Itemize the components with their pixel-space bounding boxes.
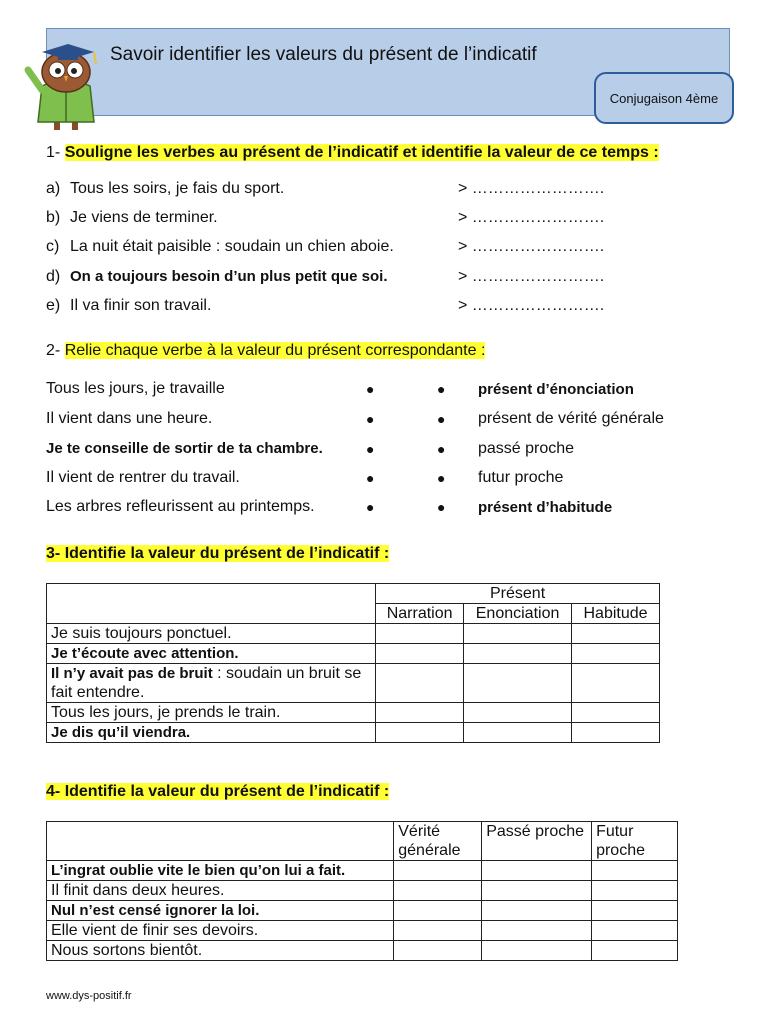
ex1-answer-a: > ……………………. — [458, 180, 605, 197]
row-label: L’ingrat oublie vite le bien qu’on lui a fait. — [47, 861, 394, 881]
column-header: Narration — [376, 604, 464, 624]
exercise-4-heading: 4- Identifie la valeur du présent de l’indicatif : — [46, 783, 390, 800]
answer-cell[interactable] — [482, 881, 592, 901]
page-title: Savoir identifier les valeurs du présent de l’indicatif — [110, 44, 537, 65]
ex2-left-item: Tous les jours, je travaille — [46, 380, 225, 397]
answer-cell[interactable] — [592, 901, 678, 921]
column-header: Habitude — [572, 604, 660, 624]
row-label: Nul n’est censé ignorer la loi. — [47, 901, 394, 921]
row-label: Je t’écoute avec attention. — [47, 644, 376, 664]
subject-tag: Conjugaison 4ème — [594, 72, 734, 124]
right-bullet[interactable]: ● — [437, 381, 446, 397]
table-row — [47, 723, 660, 743]
answer-cell[interactable] — [464, 644, 572, 664]
ex4-table — [46, 821, 678, 961]
answer-cell[interactable] — [376, 624, 464, 644]
ex2-right-item: futur proche — [478, 469, 564, 486]
table-row — [47, 941, 678, 961]
answer-cell[interactable] — [572, 624, 660, 644]
answer-cell[interactable] — [394, 901, 482, 921]
ex1-item-a: a) Tous les soirs, je fais du sport. — [46, 180, 285, 197]
answer-cell[interactable] — [482, 901, 592, 921]
answer-cell[interactable] — [464, 703, 572, 723]
ex1-answer-b: > ……………………. — [458, 209, 605, 226]
answer-cell[interactable] — [464, 664, 572, 703]
table-row — [47, 624, 660, 644]
ex2-right-item: présent d’énonciation — [478, 381, 634, 398]
ex2-right-item: présent d’habitude — [478, 499, 613, 516]
answer-cell[interactable] — [482, 941, 592, 961]
table-corner — [47, 584, 376, 624]
answer-cell[interactable] — [572, 723, 660, 743]
column-header: Passé proche — [482, 822, 592, 861]
column-header: Enonciation — [464, 604, 572, 624]
answer-cell[interactable] — [482, 921, 592, 941]
ex1-item-e: e) Il va finir son travail. — [46, 297, 212, 314]
row-label: Tous les jours, je prends le train. — [47, 703, 376, 723]
table-row — [47, 861, 678, 881]
column-header: Vérité générale — [394, 822, 482, 861]
group-header: Présent — [376, 584, 660, 604]
row-label: Il finit dans deux heures. — [47, 881, 394, 901]
right-bullet[interactable]: ● — [437, 470, 446, 486]
ex1-answer-e: > ……………………. — [458, 297, 605, 314]
table-row — [47, 921, 678, 941]
exercise-3-heading: 3- Identifie la valeur du présent de l’indicatif : — [46, 545, 390, 562]
column-header: Futur proche — [592, 822, 678, 861]
table-row — [47, 644, 660, 664]
ex2-left-item: Il vient de rentrer du travail. — [46, 469, 240, 486]
table-row — [47, 703, 660, 723]
ex1-item-c: c) La nuit était paisible : soudain un chien aboie. — [46, 238, 394, 255]
table-row — [47, 664, 660, 703]
answer-cell[interactable] — [592, 921, 678, 941]
left-bullet[interactable]: ● — [366, 441, 375, 457]
answer-cell[interactable] — [464, 723, 572, 743]
right-bullet[interactable]: ● — [437, 441, 446, 457]
answer-cell[interactable] — [592, 861, 678, 881]
ex1-item-b: b) Je viens de terminer. — [46, 209, 218, 226]
answer-cell[interactable] — [394, 921, 482, 941]
table-row — [47, 901, 678, 921]
row-label: Je suis toujours ponctuel. — [47, 624, 376, 644]
left-bullet[interactable]: ● — [366, 499, 375, 515]
answer-cell[interactable] — [394, 881, 482, 901]
exercise-1-heading: 1- Souligne les verbes au présent de l’indicatif et identifie la valeur de ce temps : — [46, 144, 659, 161]
ex1-answer-c: > ……………………. — [458, 238, 605, 255]
answer-cell[interactable] — [592, 941, 678, 961]
row-label: Elle vient de finir ses devoirs. — [47, 921, 394, 941]
left-bullet[interactable]: ● — [366, 411, 375, 427]
answer-cell[interactable] — [464, 624, 572, 644]
answer-cell[interactable] — [572, 664, 660, 703]
right-bullet[interactable]: ● — [437, 411, 446, 427]
answer-cell[interactable] — [376, 664, 464, 703]
table-corner — [47, 822, 394, 861]
row-label: Il n’y avait pas de bruit : soudain un bruit se fait entendre. — [47, 664, 376, 703]
ex2-right-item: passé proche — [478, 440, 575, 457]
answer-cell[interactable] — [592, 881, 678, 901]
ex3-table — [46, 583, 660, 743]
ex1-answer-d: > ……………………. — [458, 268, 605, 285]
row-label: Je dis qu’il viendra. — [47, 723, 376, 743]
answer-cell[interactable] — [394, 941, 482, 961]
left-bullet[interactable]: ● — [366, 470, 375, 486]
ex2-right-item: présent de vérité générale — [478, 410, 664, 427]
answer-cell[interactable] — [572, 703, 660, 723]
owl-mascot-icon — [20, 26, 120, 136]
ex2-left-item: Les arbres refleurissent au printemps. — [46, 498, 315, 515]
answer-cell[interactable] — [376, 723, 464, 743]
answer-cell[interactable] — [376, 703, 464, 723]
right-bullet[interactable]: ● — [437, 499, 446, 515]
exercise-2-heading: 2- Relie chaque verbe à la valeur du présent correspondante : — [46, 342, 486, 359]
table-row — [47, 881, 678, 901]
answer-cell[interactable] — [572, 644, 660, 664]
ex2-left-item: Je te conseille de sortir de ta chambre. — [46, 440, 323, 457]
answer-cell[interactable] — [376, 644, 464, 664]
answer-cell[interactable] — [394, 861, 482, 881]
row-label: Nous sortons bientôt. — [47, 941, 394, 961]
footer-url[interactable]: www.dys-positif.fr — [46, 990, 132, 1002]
answer-cell[interactable] — [482, 861, 592, 881]
ex2-left-item: Il vient dans une heure. — [46, 410, 213, 427]
ex1-item-d: d) On a toujours besoin d’un plus petit que soi. — [46, 268, 388, 285]
left-bullet[interactable]: ● — [366, 381, 375, 397]
